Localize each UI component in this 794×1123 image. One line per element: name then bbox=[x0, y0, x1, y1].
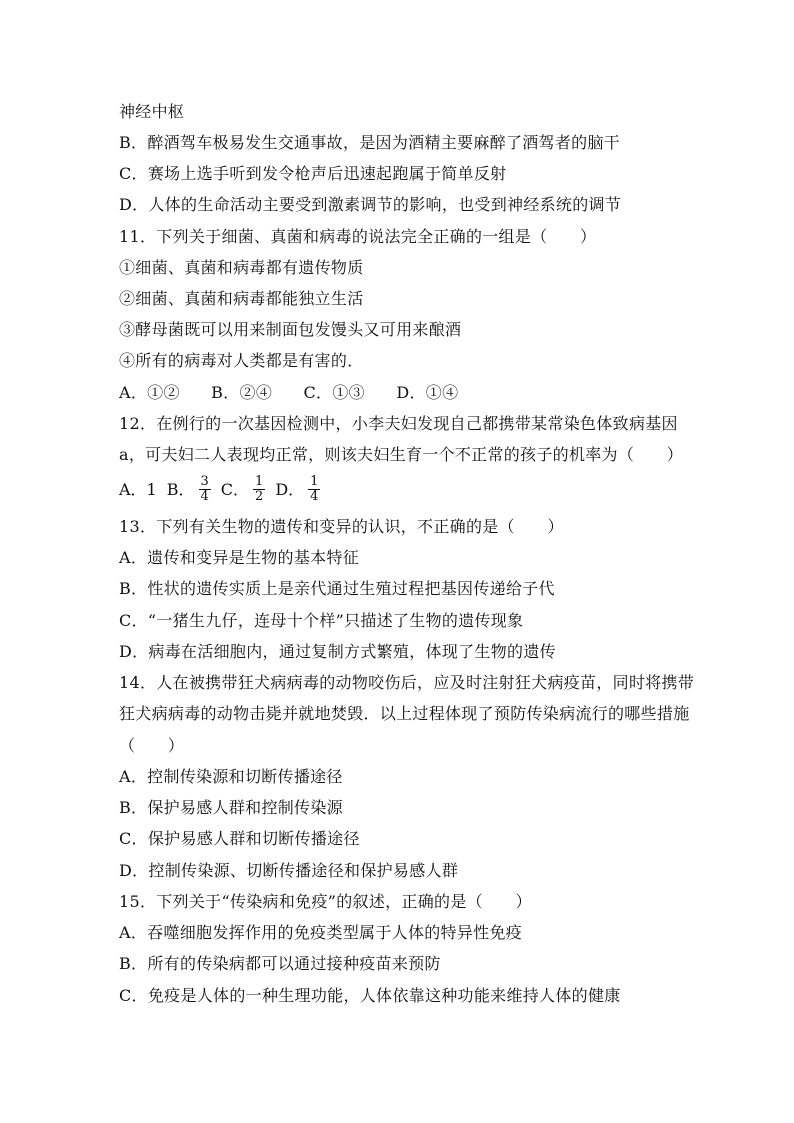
option-d-label: D． bbox=[275, 479, 305, 499]
option-c-line: C．保护易感人群和切断传播途径 bbox=[119, 829, 360, 848]
option-d: D．①④ bbox=[396, 383, 459, 402]
question-14-blank: （ ） bbox=[119, 736, 185, 755]
option-b: B．②④ bbox=[211, 383, 273, 402]
fraction bbox=[199, 475, 211, 504]
option-c-line: C．免疫是人体的一种生理功能，人体依靠这种功能来维持人体的健康 bbox=[119, 986, 621, 1005]
question-11-stem: 11．下列关于细菌、真菌和病毒的说法完全正确的一组是（ ） bbox=[119, 227, 597, 246]
denominator: 4 bbox=[310, 489, 319, 504]
statement-3: ③酵母菌既可以用来制面包发馒头又可用来酿酒 bbox=[119, 320, 462, 339]
option-d-line: D．控制传染源、切断传播途径和保护易感人群 bbox=[119, 861, 459, 880]
option-b-line: B．所有的传染病都可以通过接种疫苗来预防 bbox=[119, 954, 441, 973]
question-14-stem-2: 狂犬病病毒的动物击毙并就地焚毁．以上过程体现了预防传染病流行的哪些措施 bbox=[119, 704, 690, 723]
option-b-label: B． bbox=[166, 479, 195, 499]
option-a: A．1 bbox=[119, 479, 157, 499]
option-a: A．①② bbox=[119, 383, 180, 402]
question-15-stem: 15．下列关于“传染病和免疫”的叙述，正确的是（ ） bbox=[119, 892, 532, 911]
option-d-line: D．人体的生命活动主要受到激素调节的影响，也受到神经系统的调节 bbox=[119, 195, 622, 214]
question-13-stem: 13．下列有关生物的遗传和变异的认识，不正确的是（ ） bbox=[119, 517, 564, 536]
option-b bbox=[167, 475, 211, 504]
denominator: 4 bbox=[200, 489, 209, 504]
question-12-stem-1: 12．在例行的一次基因检测中，小李夫妇发现自己都携带某常染色体致病基因 bbox=[119, 414, 678, 433]
statement-2: ②细菌、真菌和病毒都能独立生活 bbox=[119, 289, 364, 308]
statement-1: ①细菌、真菌和病毒都有遗传物质 bbox=[119, 258, 364, 277]
numerator: 1 bbox=[255, 474, 264, 489]
option-c-line: C．赛场上选手听到发令枪声后迅速起跑属于简单反射 bbox=[119, 164, 507, 183]
option-c-line: C．“一猪生九仔，连母十个样”只描述了生物的遗传现象 bbox=[119, 611, 524, 630]
numerator: 1 bbox=[310, 474, 319, 489]
question-12-options bbox=[119, 475, 330, 504]
question-11-options bbox=[119, 383, 484, 403]
option-d-line: D．病毒在活细胞内，通过复制方式繁殖，体现了生物的遗传 bbox=[119, 642, 556, 661]
option-a-line: A．吞噬细胞发挥作用的免疫类型属于人体的特异性免疫 bbox=[119, 923, 523, 942]
denominator: 2 bbox=[255, 489, 264, 504]
option-c bbox=[221, 475, 266, 504]
option-b-line: B．性状的遗传实质上是亲代通过生殖过程把基因传递给子代 bbox=[119, 579, 555, 598]
text-line: 神经中枢 bbox=[119, 102, 185, 121]
question-12-stem-2: a，可夫妇二人表现均正常，则该夫妇生育一个不正常的孩子的机率为（ ） bbox=[119, 445, 684, 464]
numerator: 3 bbox=[200, 474, 209, 489]
option-b-line: B．保护易感人群和控制传染源 bbox=[119, 798, 343, 817]
option-b-line: B．醉酒驾车极易发生交通事故，是因为酒精主要麻醉了酒驾者的脑干 bbox=[119, 133, 621, 152]
question-14-stem-1: 14．人在被携带狂犬病病毒的动物咬伤后，应及时注射狂犬病疫苗，同时将携带 bbox=[119, 673, 695, 692]
option-c: C．①③ bbox=[303, 383, 365, 402]
option-a-line: A．控制传染源和切断传播途径 bbox=[119, 767, 343, 786]
statement-4: ④所有的病毒对人类都是有害的． bbox=[119, 351, 364, 370]
option-c-label: C． bbox=[220, 479, 250, 499]
fraction bbox=[253, 475, 265, 504]
fraction bbox=[308, 475, 320, 504]
option-d bbox=[275, 475, 320, 504]
option-a-line: A．遗传和变异是生物的基本特征 bbox=[119, 548, 360, 567]
